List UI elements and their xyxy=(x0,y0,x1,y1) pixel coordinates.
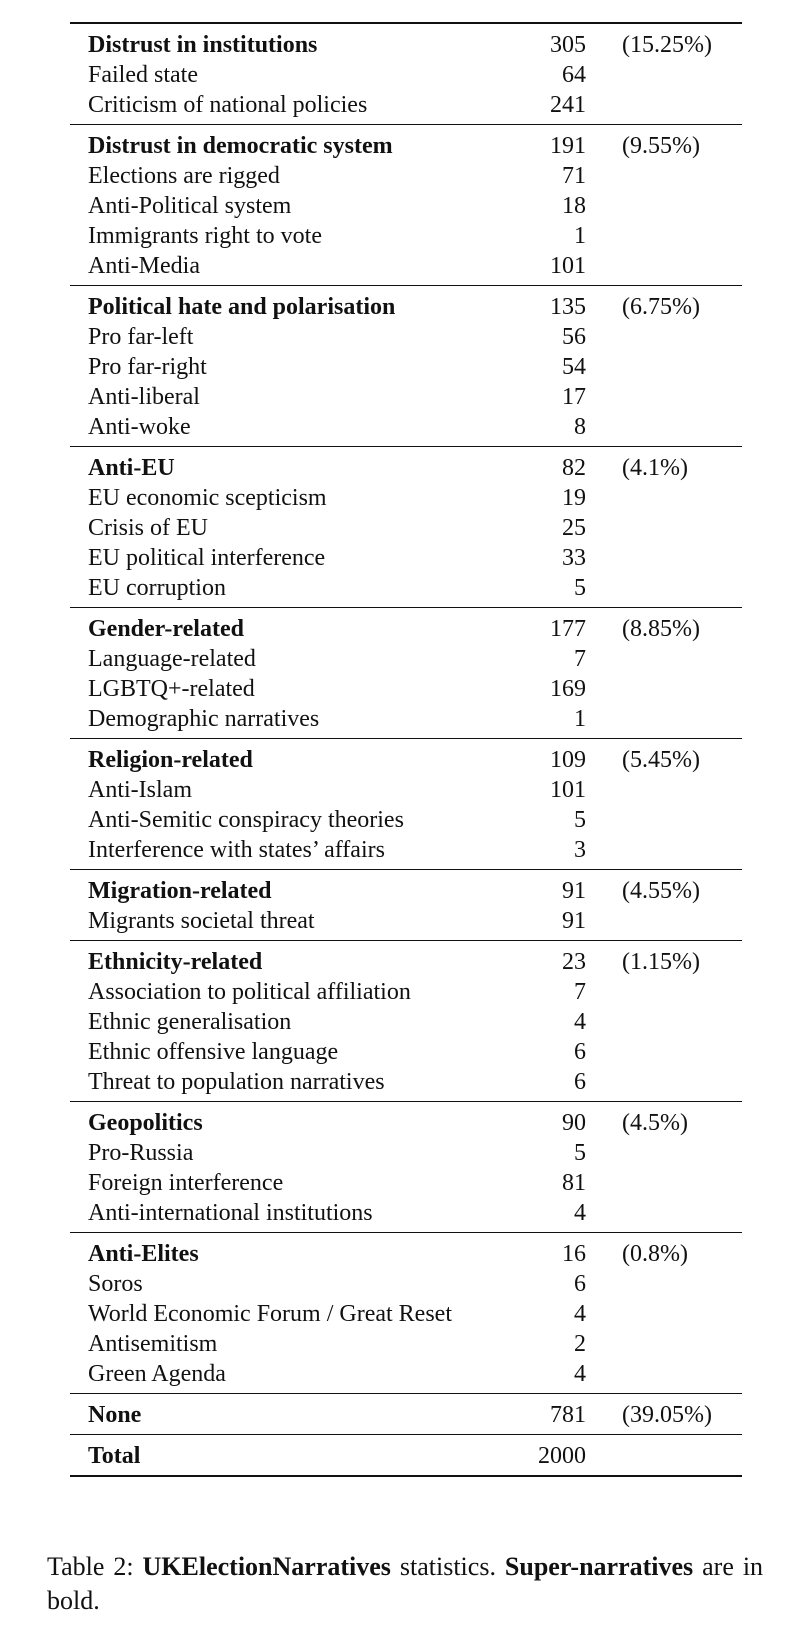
narrative-label: Immigrants right to vote xyxy=(88,223,322,249)
super-narrative-percent: (1.15%) xyxy=(622,949,700,975)
super-narrative-row xyxy=(70,614,742,644)
narrative-count: 54 xyxy=(562,354,586,380)
super-narrative-label: Distrust in democratic system xyxy=(88,133,393,159)
narrative-group xyxy=(70,1232,742,1393)
super-narrative-count: 191 xyxy=(550,133,586,159)
narrative-count: 4 xyxy=(574,1200,586,1226)
narrative-row xyxy=(70,483,742,513)
narrative-count: 5 xyxy=(574,1140,586,1166)
narrative-row xyxy=(70,775,742,805)
super-narrative-label: Gender-related xyxy=(88,616,244,642)
narrative-row xyxy=(70,573,742,603)
narrative-label: Soros xyxy=(88,1271,143,1297)
super-narrative-row xyxy=(70,292,742,322)
narrative-row xyxy=(70,382,742,412)
narrative-row xyxy=(70,412,742,442)
super-narrative-row xyxy=(70,745,742,775)
narrative-label: Migrants societal threat xyxy=(88,908,315,934)
super-narrative-count: 135 xyxy=(550,294,586,320)
narrative-label: Anti-international institutions xyxy=(88,1200,373,1226)
narrative-count: 169 xyxy=(550,676,586,702)
narrative-count: 241 xyxy=(550,92,586,118)
narrative-label: Foreign interference xyxy=(88,1170,284,1196)
narrative-label: Ethnic offensive language xyxy=(88,1039,339,1065)
caption-middle: statistics. xyxy=(399,1552,496,1581)
narrative-row xyxy=(70,1138,742,1168)
super-narrative-label: Migration-related xyxy=(88,878,272,904)
narrative-row xyxy=(70,60,742,90)
super-narrative-percent: (39.05%) xyxy=(622,1402,712,1428)
narrative-count: 4 xyxy=(574,1301,586,1327)
narrative-label: EU political interference xyxy=(88,545,326,571)
narrative-count: 33 xyxy=(562,545,586,571)
narrative-label: Threat to population narratives xyxy=(88,1069,385,1095)
super-narrative-count: 82 xyxy=(562,455,586,481)
narrative-label: Antisemitism xyxy=(88,1331,218,1357)
super-narrative-row xyxy=(70,131,742,161)
narrative-label: EU corruption xyxy=(88,575,226,601)
narrative-group xyxy=(70,869,742,940)
narrative-count: 1 xyxy=(574,223,586,249)
narrative-label: Pro far-right xyxy=(88,354,207,380)
narrative-row xyxy=(70,513,742,543)
narrative-count: 4 xyxy=(574,1361,586,1387)
narrative-label: Demographic narratives xyxy=(88,706,320,732)
narrative-label: Anti-Islam xyxy=(88,777,192,803)
narrative-count: 8 xyxy=(574,414,586,440)
narrative-group xyxy=(70,24,742,124)
narrative-row xyxy=(70,1037,742,1067)
super-narrative-percent: (9.55%) xyxy=(622,133,700,159)
narrative-label: Criticism of national policies xyxy=(88,92,368,118)
super-narrative-count: 91 xyxy=(562,878,586,904)
super-narrative-label: Distrust in institutions xyxy=(88,32,318,58)
narrative-row xyxy=(70,322,742,352)
narrative-row xyxy=(70,1299,742,1329)
narrative-label: Anti-Political system xyxy=(88,193,292,219)
narrative-row xyxy=(70,1359,742,1389)
super-narrative-percent: (8.85%) xyxy=(622,616,700,642)
narrative-label: Pro far-left xyxy=(88,324,194,350)
narrative-count: 56 xyxy=(562,324,586,350)
caption-prefix: Table 2: xyxy=(47,1552,134,1581)
caption-bold-tail: Super-narratives xyxy=(504,1552,694,1581)
narrative-group xyxy=(70,1101,742,1232)
narrative-row xyxy=(70,1007,742,1037)
super-narrative-count: 16 xyxy=(562,1241,586,1267)
super-narrative-row xyxy=(70,453,742,483)
super-narrative-row xyxy=(70,1400,742,1430)
narrative-count: 64 xyxy=(562,62,586,88)
super-narrative-label: Anti-EU xyxy=(88,455,175,481)
narrative-label: Anti-Media xyxy=(88,253,200,279)
narrative-row xyxy=(70,191,742,221)
narrative-group xyxy=(70,607,742,738)
narrative-count: 19 xyxy=(562,485,586,511)
narrative-row xyxy=(70,161,742,191)
narrative-row xyxy=(70,1198,742,1228)
super-narrative-count: 109 xyxy=(550,747,586,773)
super-narrative-count: 305 xyxy=(550,32,586,58)
narrative-count: 6 xyxy=(574,1039,586,1065)
super-narrative-label: Religion-related xyxy=(88,747,253,773)
narrative-label: Association to political affiliation xyxy=(88,979,411,1005)
narrative-count: 91 xyxy=(562,908,586,934)
narrative-count: 5 xyxy=(574,575,586,601)
super-narrative-label: None xyxy=(88,1402,142,1428)
narrative-row xyxy=(70,704,742,734)
narrative-count: 1 xyxy=(574,706,586,732)
super-narrative-row xyxy=(70,947,742,977)
narrative-count: 17 xyxy=(562,384,586,410)
narrative-label: Anti-liberal xyxy=(88,384,200,410)
super-narrative-percent: (15.25%) xyxy=(622,32,712,58)
narrative-row xyxy=(70,1329,742,1359)
table-body xyxy=(70,24,742,1475)
narrative-label: Anti-woke xyxy=(88,414,191,440)
super-narrative-percent: (5.45%) xyxy=(622,747,700,773)
narrative-group xyxy=(70,738,742,869)
table-caption xyxy=(47,1550,763,1618)
narrative-label: Pro-Russia xyxy=(88,1140,194,1166)
narrative-count: 101 xyxy=(550,253,586,279)
narrative-label: Failed state xyxy=(88,62,198,88)
narrative-group xyxy=(70,1434,742,1475)
statistics-table xyxy=(70,22,742,1477)
narrative-row xyxy=(70,977,742,1007)
narrative-count: 101 xyxy=(550,777,586,803)
narrative-label: EU economic scepticism xyxy=(88,485,327,511)
narrative-row xyxy=(70,835,742,865)
narrative-row xyxy=(70,543,742,573)
super-narrative-row xyxy=(70,876,742,906)
super-narrative-count: 177 xyxy=(550,616,586,642)
narrative-group xyxy=(70,446,742,607)
narrative-count: 6 xyxy=(574,1069,586,1095)
narrative-row xyxy=(70,674,742,704)
narrative-label: Elections are rigged xyxy=(88,163,280,189)
narrative-row xyxy=(70,644,742,674)
narrative-row xyxy=(70,221,742,251)
narrative-label: Interference with states’ affairs xyxy=(88,837,385,863)
narrative-row xyxy=(70,805,742,835)
narrative-group xyxy=(70,1393,742,1434)
super-narrative-label: Total xyxy=(88,1443,141,1469)
narrative-label: World Economic Forum / Great Reset xyxy=(88,1301,452,1327)
narrative-count: 4 xyxy=(574,1009,586,1035)
super-narrative-count: 2000 xyxy=(538,1443,586,1469)
narrative-group xyxy=(70,124,742,285)
narrative-label: Language-related xyxy=(88,646,256,672)
narrative-count: 7 xyxy=(574,646,586,672)
super-narrative-percent: (0.8%) xyxy=(622,1241,688,1267)
narrative-count: 2 xyxy=(574,1331,586,1357)
narrative-count: 81 xyxy=(562,1170,586,1196)
narrative-row xyxy=(70,1168,742,1198)
narrative-count: 3 xyxy=(574,837,586,863)
super-narrative-row xyxy=(70,1108,742,1138)
super-narrative-percent: (4.1%) xyxy=(622,455,688,481)
narrative-row xyxy=(70,1067,742,1097)
narrative-label: Ethnic generalisation xyxy=(88,1009,292,1035)
narrative-row xyxy=(70,90,742,120)
narrative-label: Crisis of EU xyxy=(88,515,208,541)
narrative-row xyxy=(70,251,742,281)
narrative-row xyxy=(70,352,742,382)
super-narrative-count: 90 xyxy=(562,1110,586,1136)
super-narrative-row xyxy=(70,30,742,60)
narrative-row xyxy=(70,1269,742,1299)
super-narrative-label: Geopolitics xyxy=(88,1110,203,1136)
narrative-label: Green Agenda xyxy=(88,1361,226,1387)
super-narrative-label: Political hate and polarisation xyxy=(88,294,396,320)
super-narrative-count: 781 xyxy=(550,1402,586,1428)
narrative-count: 7 xyxy=(574,979,586,1005)
super-narrative-percent: (4.5%) xyxy=(622,1110,688,1136)
caption-suffix: are in bold. xyxy=(47,1552,764,1615)
narrative-count: 5 xyxy=(574,807,586,833)
super-narrative-label: Anti-Elites xyxy=(88,1241,199,1267)
super-narrative-label: Ethnicity-related xyxy=(88,949,263,975)
narrative-count: 6 xyxy=(574,1271,586,1297)
narrative-label: LGBTQ+-related xyxy=(88,676,255,702)
narrative-count: 25 xyxy=(562,515,586,541)
super-narrative-percent: (4.55%) xyxy=(622,878,700,904)
super-narrative-row xyxy=(70,1441,742,1471)
narrative-count: 71 xyxy=(562,163,586,189)
super-narrative-count: 23 xyxy=(562,949,586,975)
table-bottom-rule xyxy=(70,1475,742,1477)
narrative-count: 18 xyxy=(562,193,586,219)
super-narrative-row xyxy=(70,1239,742,1269)
super-narrative-percent: (6.75%) xyxy=(622,294,700,320)
narrative-label: Anti-Semitic conspiracy theories xyxy=(88,807,404,833)
caption-dataset: UKElectionNarratives xyxy=(142,1552,391,1581)
narrative-group xyxy=(70,940,742,1101)
narrative-group xyxy=(70,285,742,446)
narrative-row xyxy=(70,906,742,936)
